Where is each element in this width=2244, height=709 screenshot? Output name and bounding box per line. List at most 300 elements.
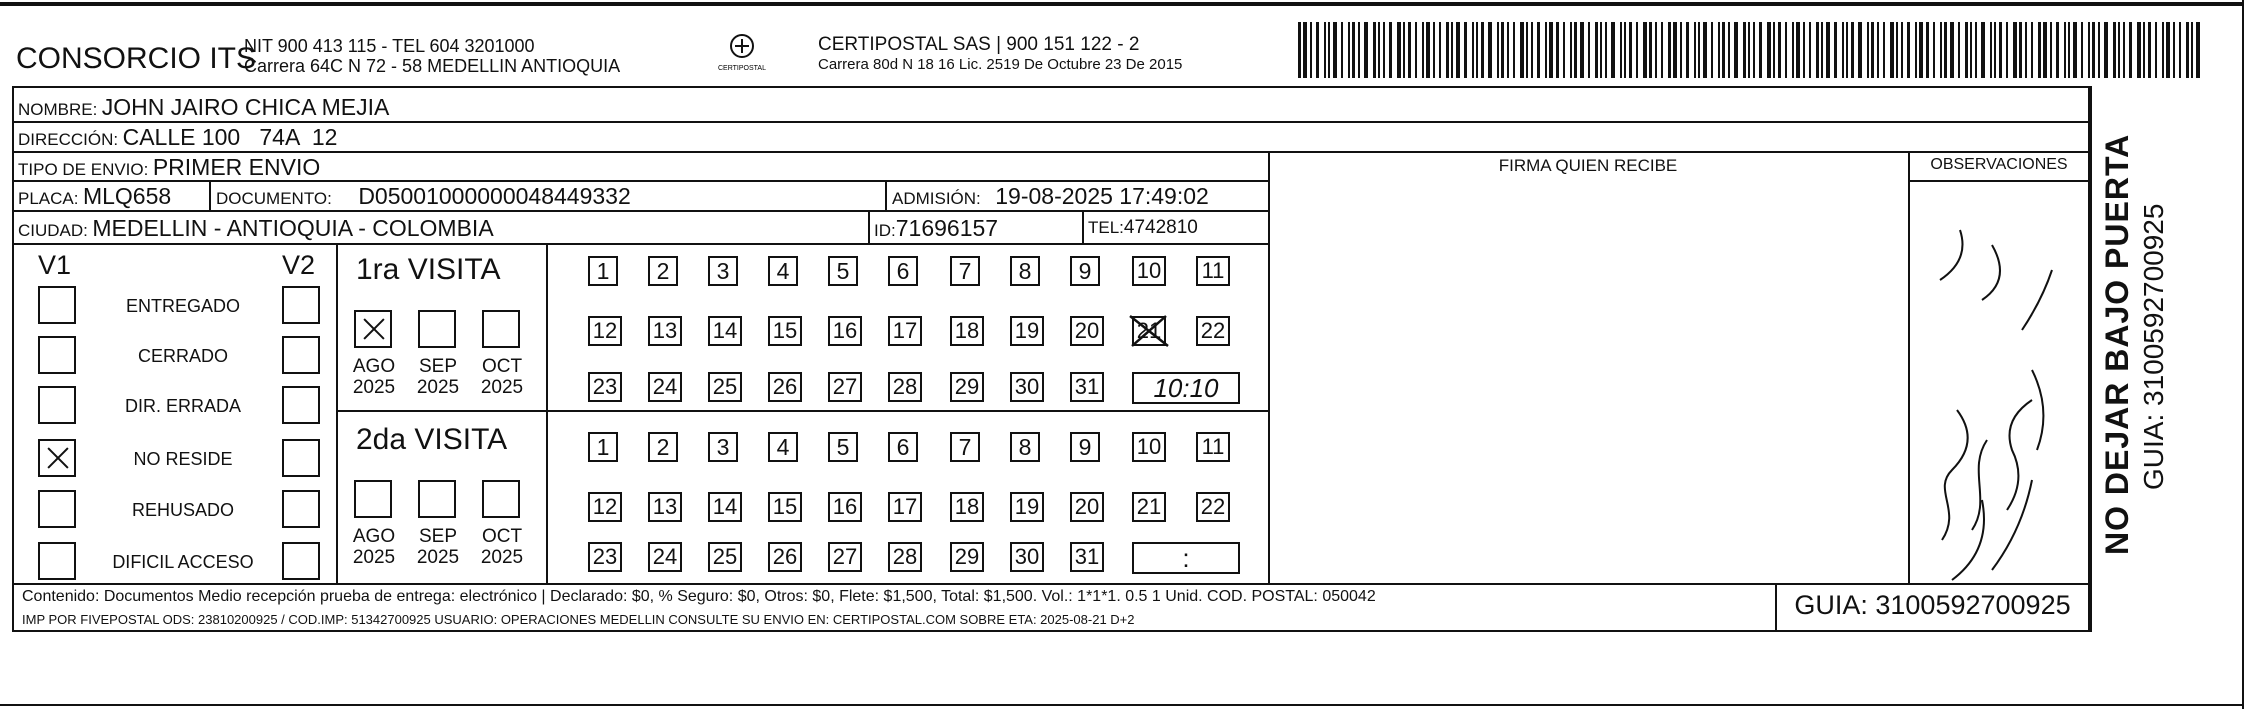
plate-label: PLACA: — [18, 189, 79, 208]
barcode-bar — [2013, 22, 2017, 78]
tel-row — [1088, 217, 1198, 239]
day-13-box[interactable]: 13 — [648, 492, 682, 522]
city-row — [18, 215, 494, 242]
day-26-box[interactable]: 26 — [768, 542, 802, 572]
barcode-bar — [1415, 22, 1417, 78]
day-15-box[interactable]: 15 — [768, 316, 802, 346]
barcode-bar — [1563, 22, 1565, 78]
barcode-bar — [1944, 22, 1947, 78]
bottom-border — [0, 704, 2244, 706]
day-2-box[interactable]: 2 — [648, 432, 678, 462]
plate: MLQ658 — [82, 183, 172, 209]
col-line — [868, 210, 870, 243]
row-line — [12, 121, 2090, 123]
barcode-bar — [1975, 22, 1977, 78]
barcode-bar — [1970, 22, 1972, 78]
month-year: 2025 — [416, 377, 460, 398]
barcode-bar — [1753, 22, 1755, 78]
barcode-bar — [1728, 22, 1730, 78]
month-label: OCT — [481, 356, 523, 377]
barcode-bar — [1673, 22, 1677, 78]
day-31-box[interactable]: 31 — [1070, 542, 1104, 572]
barcode-bar — [2104, 22, 2108, 78]
barcode-bar — [2166, 22, 2170, 78]
barcode-bar — [1883, 22, 1885, 78]
barcode-bar — [1871, 22, 1874, 78]
day-11-box[interactable]: 11 — [1196, 256, 1230, 286]
barcode-bar — [1661, 22, 1663, 78]
barcode-bar — [2148, 22, 2151, 78]
col-line — [1082, 210, 1084, 243]
barcode-bar — [1324, 22, 1326, 78]
day-10-box[interactable]: 10 — [1132, 256, 1166, 286]
barcode-bar — [1890, 22, 1894, 78]
barcode-bar — [1624, 22, 1626, 78]
barcode-bar — [1668, 22, 1671, 78]
svg-text:CERTIPOSTAL: CERTIPOSTAL — [718, 65, 766, 72]
row-line — [1268, 151, 2090, 153]
v1-label: V1 — [38, 250, 72, 280]
barcode-bar — [1919, 22, 1923, 78]
col-line — [885, 180, 887, 210]
barcode-bar — [2162, 22, 2164, 78]
barcode-bar — [1545, 22, 1547, 78]
day-17-box[interactable]: 17 — [888, 316, 922, 346]
barcode-bar — [1588, 22, 1590, 78]
barcode-bar — [1595, 22, 1598, 78]
barcode-bar — [1629, 22, 1632, 78]
v2-status-checkbox[interactable] — [282, 386, 320, 424]
barcode-bar — [2129, 22, 2132, 78]
barcode-bar — [1826, 22, 1830, 78]
barcode-bar — [2064, 22, 2066, 78]
day-30-box[interactable]: 30 — [1010, 372, 1044, 402]
barcode-bar — [1867, 22, 1869, 78]
barcode-bar — [1803, 22, 1805, 78]
month-label: OCT — [481, 526, 523, 547]
certipostal-logo — [710, 32, 774, 76]
col-line — [2090, 86, 2092, 632]
v1-status-checkbox[interactable] — [38, 439, 76, 477]
barcode-bar — [1907, 22, 1910, 78]
barcode-bar — [1655, 22, 1657, 78]
barcode-bar — [1476, 22, 1478, 78]
tel-value: 4742810 — [1123, 217, 1198, 238]
day-19-box[interactable]: 19 — [1010, 316, 1044, 346]
row-line — [1908, 180, 2090, 182]
barcode-bar — [1456, 22, 1460, 78]
company-address: Carrera 64C N 72 - 58 MEDELLIN ANTIOQUIA — [244, 56, 621, 76]
day-3-box[interactable]: 3 — [708, 432, 738, 462]
barcode-bar — [1328, 22, 1330, 78]
barcode-bar — [1520, 22, 1524, 78]
barcode-bar — [1574, 22, 1577, 78]
first-visit-title: 1ra VISITA — [356, 253, 501, 286]
barcode-bar — [2006, 22, 2008, 78]
barcode-bar — [2088, 22, 2090, 78]
side-guide: GUIA: 3100592700925 — [2138, 203, 2169, 490]
barcode-bar — [2143, 22, 2145, 78]
barcode-bar — [2056, 22, 2059, 78]
month-year: 2025 — [480, 547, 524, 568]
barcode-bar — [1408, 22, 1411, 78]
barcode-bar — [1341, 22, 1343, 78]
day-2-box[interactable]: 2 — [648, 256, 678, 286]
status-label: CERRADO — [137, 346, 228, 366]
day-8-box[interactable]: 8 — [1010, 432, 1040, 462]
day-6-box[interactable]: 6 — [888, 432, 918, 462]
barcode-bar — [1796, 22, 1800, 78]
barcode-bar — [1481, 22, 1484, 78]
month-checkbox[interactable] — [354, 480, 392, 518]
barcode-bar — [1901, 22, 1903, 78]
barcode-bar — [1373, 22, 1376, 78]
day-1-box[interactable]: 1 — [588, 256, 618, 286]
month-year: 2025 — [416, 547, 460, 568]
barcode-bar — [2031, 22, 2033, 78]
day-28-box[interactable]: 28 — [888, 372, 922, 402]
v2-status-checkbox[interactable] — [282, 542, 320, 580]
footer-contents: Contenido: Documentos Medio recepción prueba de entrega: electrónico | Declarado: $0, % Seguro: $0, Otros: $0, Flete: $1,500, Total: $1,500. Vol.: 1*1*1. 0.5 1 Unid. COD. POSTAL: 050042 — [22, 588, 1376, 605]
day-4-box[interactable]: 4 — [768, 432, 798, 462]
barcode-bar — [1556, 22, 1559, 78]
courier-address: Carrera 80d N 18 16 Lic. 2519 De Octubre 23 De 2015 — [818, 56, 1183, 73]
col-line — [209, 180, 211, 210]
barcode-bar — [1620, 22, 1622, 78]
day-24-box[interactable]: 24 — [648, 542, 682, 572]
name-label: NOMBRE: — [18, 100, 98, 119]
v1-status-checkbox[interactable] — [38, 386, 76, 424]
id-row — [874, 215, 998, 242]
day-20-box[interactable]: 20 — [1070, 316, 1104, 346]
second-visit-time[interactable]: : — [1132, 542, 1240, 574]
day-20-box[interactable]: 20 — [1070, 492, 1104, 522]
second-visit-title: 2da VISITA — [356, 423, 508, 456]
barcode-bar — [2073, 22, 2077, 78]
day-13-box[interactable]: 13 — [648, 316, 682, 346]
barcode-bar — [1316, 22, 1319, 78]
day-28-box[interactable]: 28 — [888, 542, 922, 572]
id-value: 71696157 — [895, 215, 999, 241]
month-year: 2025 — [352, 377, 396, 398]
barcode-bar — [1834, 22, 1837, 78]
barcode-bar — [2137, 22, 2141, 78]
barcode-bar — [1649, 22, 1652, 78]
day-7-box[interactable]: 7 — [950, 432, 980, 462]
city: MEDELLIN - ANTIOQUIA - COLOMBIA — [92, 215, 494, 241]
row-line — [336, 410, 1268, 412]
day-5-box[interactable]: 5 — [828, 256, 858, 286]
address-row — [18, 124, 337, 151]
plate-row — [18, 183, 171, 210]
col-line — [1908, 151, 1910, 583]
barcode-bar — [2118, 22, 2120, 78]
barcode-bar — [1348, 22, 1350, 78]
barcode-bar — [1497, 22, 1499, 78]
barcode-bar — [1999, 22, 2002, 78]
day-16-box[interactable]: 16 — [828, 316, 862, 346]
barcode — [1298, 22, 2204, 78]
document-row — [216, 183, 631, 210]
v1-status-checkbox[interactable] — [38, 336, 76, 374]
id-label: ID: — [874, 221, 896, 240]
address-label: DIRECCIÓN: — [18, 130, 119, 149]
barcode-bar — [1680, 22, 1682, 78]
day-31-box[interactable]: 31 — [1070, 372, 1104, 402]
day-27-box[interactable]: 27 — [828, 372, 862, 402]
barcode-bar — [1950, 22, 1954, 78]
barcode-bar — [1643, 22, 1647, 78]
day-17-box[interactable]: 17 — [888, 492, 922, 522]
document-label: DOCUMENTO: — [216, 189, 332, 208]
status-label: DIR. ERRADA — [124, 396, 241, 416]
barcode-bar — [1722, 22, 1725, 78]
day-7-box[interactable]: 7 — [950, 256, 980, 286]
month-checkbox[interactable] — [418, 480, 456, 518]
day-checked-mark — [1126, 312, 1172, 350]
status-label: ENTREGADO — [125, 296, 240, 316]
barcode-bar — [1711, 22, 1713, 78]
day-19-box[interactable]: 19 — [1010, 492, 1044, 522]
col-line — [1268, 151, 1270, 583]
barcode-bar — [1611, 22, 1615, 78]
day-6-box[interactable]: 6 — [888, 256, 918, 286]
barcode-bar — [1403, 22, 1405, 78]
barcode-bar — [1298, 22, 1301, 78]
barcode-bar — [1778, 22, 1781, 78]
barcode-bar — [1352, 22, 1355, 78]
observations-header: OBSERVACIONES — [1930, 156, 2068, 173]
day-14-box[interactable]: 14 — [708, 492, 742, 522]
day-23-box[interactable]: 23 — [588, 372, 622, 402]
barcode-bar — [1694, 22, 1696, 78]
recipient-name: JOHN JAIRO CHICA MEJIA — [101, 94, 390, 120]
day-26-box[interactable]: 26 — [768, 372, 802, 402]
barcode-bar — [1507, 22, 1509, 78]
barcode-bar — [2081, 22, 2083, 78]
barcode-bar — [2173, 22, 2175, 78]
day-21-box[interactable]: 21 — [1132, 316, 1166, 346]
row-line — [12, 583, 2090, 585]
barcode-bar — [1451, 22, 1453, 78]
barcode-bar — [1926, 22, 1929, 78]
day-29-box[interactable]: 29 — [950, 542, 984, 572]
barcode-bar — [1816, 22, 1819, 78]
day-21-box[interactable]: 21 — [1132, 492, 1166, 522]
barcode-bar — [1748, 22, 1750, 78]
document: D05001000000048449332 — [358, 183, 631, 209]
barcode-bar — [1383, 22, 1385, 78]
shipment-type: PRIMER ENVIO — [152, 154, 321, 180]
barcode-bar — [1472, 22, 1474, 78]
first-visit-time[interactable]: 10:10 — [1132, 372, 1240, 404]
barcode-bar — [1851, 22, 1854, 78]
barcode-bar — [1333, 22, 1337, 78]
barcode-bar — [1531, 22, 1533, 78]
col-line — [546, 243, 548, 583]
day-25-box[interactable]: 25 — [708, 542, 742, 572]
barcode-bar — [2068, 22, 2070, 78]
admission-label: ADMISIÓN: — [892, 189, 981, 208]
barcode-bar — [1858, 22, 1862, 78]
barcode-bar — [1580, 22, 1584, 78]
barcode-bar — [2155, 22, 2157, 78]
barcode-bar — [1718, 22, 1720, 78]
city-label: CIUDAD: — [18, 221, 88, 240]
status-label: REHUSADO — [131, 500, 234, 520]
day-10-box[interactable]: 10 — [1132, 432, 1166, 462]
status-label: DIFICIL ACCESO — [112, 552, 254, 572]
col-line — [336, 243, 338, 583]
row-line — [12, 210, 1268, 212]
barcode-bar — [1549, 22, 1553, 78]
day-15-box[interactable]: 15 — [768, 492, 802, 522]
day-18-box[interactable]: 18 — [950, 316, 984, 346]
day-18-box[interactable]: 18 — [950, 492, 984, 522]
barcode-bar — [2196, 22, 2200, 78]
month-label: SEP — [418, 356, 458, 377]
barcode-bar — [1703, 22, 1707, 78]
barcode-bar — [1785, 22, 1787, 78]
barcode-bar — [1397, 22, 1401, 78]
barcode-bar — [1915, 22, 1917, 78]
day-8-box[interactable]: 8 — [1010, 256, 1040, 286]
barcode-bar — [1389, 22, 1392, 78]
day-22-box[interactable]: 22 — [1196, 316, 1230, 346]
month-checkbox[interactable] — [482, 480, 520, 518]
barcode-bar — [1636, 22, 1638, 78]
barcode-bar — [1422, 22, 1424, 78]
barcode-bar — [1446, 22, 1449, 78]
month-checkbox[interactable] — [418, 310, 456, 348]
v1-status-checkbox[interactable] — [38, 490, 76, 528]
barcode-bar — [1773, 22, 1775, 78]
day-1-box[interactable]: 1 — [588, 432, 618, 462]
admission-row — [892, 183, 1209, 210]
day-25-box[interactable]: 25 — [708, 372, 742, 402]
company-nit: NIT 900 413 115 - TEL 604 3201000 — [244, 36, 535, 56]
barcode-bar — [1488, 22, 1492, 78]
barcode-bar — [2098, 22, 2100, 78]
barcode-bar — [1501, 22, 1504, 78]
barcode-bar — [2019, 22, 2022, 78]
barcode-bar — [2186, 22, 2189, 78]
barcode-bar — [1821, 22, 1823, 78]
month-year: 2025 — [352, 547, 396, 568]
shipment-type-label: TIPO DE ENVIO: — [18, 160, 149, 179]
barcode-bar — [1759, 22, 1762, 78]
day-14-box[interactable]: 14 — [708, 316, 742, 346]
v2-status-checkbox[interactable] — [282, 490, 320, 528]
company-name: CONSORCIO ITS — [16, 42, 257, 75]
day-11-box[interactable]: 11 — [1196, 432, 1230, 462]
barcode-bar — [2092, 22, 2095, 78]
barcode-bar — [1698, 22, 1700, 78]
barcode-bar — [2191, 22, 2193, 78]
barcode-bar — [1981, 22, 1985, 78]
barcode-bar — [2113, 22, 2116, 78]
barcode-bar — [1570, 22, 1572, 78]
courier-name: CERTIPOSTAL SAS | 900 151 122 - 2 — [818, 34, 1140, 55]
barcode-bar — [2050, 22, 2052, 78]
barcode-bar — [2043, 22, 2047, 78]
v2-status-checkbox[interactable] — [282, 336, 320, 374]
barcode-bar — [2038, 22, 2041, 78]
barcode-bar — [1513, 22, 1515, 78]
barcode-bar — [1364, 22, 1368, 78]
barcode-bar — [1734, 22, 1738, 78]
barcode-bar — [1433, 22, 1435, 78]
v2-status-checkbox[interactable] — [282, 286, 320, 324]
barcode-bar — [1792, 22, 1794, 78]
day-29-box[interactable]: 29 — [950, 372, 984, 402]
barcode-bar — [1605, 22, 1607, 78]
day-9-box[interactable]: 9 — [1070, 432, 1100, 462]
barcode-bar — [1378, 22, 1380, 78]
recipient-address: CALLE 100 74A 12 — [122, 124, 338, 150]
v2-label: V2 — [282, 250, 316, 280]
barcode-bar — [1767, 22, 1771, 78]
day-27-box[interactable]: 27 — [828, 542, 862, 572]
day-24-box[interactable]: 24 — [648, 372, 682, 402]
signature-header: FIRMA QUIEN RECIBE — [1498, 156, 1678, 175]
day-3-box[interactable]: 3 — [708, 256, 738, 286]
tel-label: TEL: — [1088, 218, 1124, 237]
barcode-bar — [1846, 22, 1848, 78]
month-checkbox[interactable] — [482, 310, 520, 348]
day-23-box[interactable]: 23 — [588, 542, 622, 572]
barcode-bar — [1965, 22, 1968, 78]
barcode-bar — [1686, 22, 1689, 78]
admission: 19-08-2025 17:49:02 — [995, 183, 1209, 209]
day-5-box[interactable]: 5 — [828, 432, 858, 462]
barcode-bar — [2025, 22, 2027, 78]
handwritten-observation — [1912, 210, 2086, 582]
day-9-box[interactable]: 9 — [1070, 256, 1100, 286]
barcode-bar — [2123, 22, 2125, 78]
barcode-bar — [1426, 22, 1430, 78]
shipment-type-row — [18, 154, 320, 181]
barcode-bar — [1439, 22, 1441, 78]
day-12-box[interactable]: 12 — [588, 316, 622, 346]
barcode-bar — [1743, 22, 1746, 78]
barcode-bar — [1896, 22, 1898, 78]
barcode-bar — [1464, 22, 1467, 78]
barcode-bar — [1809, 22, 1811, 78]
month-year: 2025 — [480, 377, 524, 398]
day-16-box[interactable]: 16 — [828, 492, 862, 522]
barcode-bar — [1933, 22, 1935, 78]
month-label: AGO — [352, 356, 396, 377]
barcode-bar — [1994, 22, 1996, 78]
barcode-bar — [2179, 22, 2181, 78]
day-30-box[interactable]: 30 — [1010, 542, 1044, 572]
side-notice: NO DEJAR BAJO PUERTA — [2099, 133, 2135, 555]
footer-guide: GUIA: 3100592700925 — [1794, 590, 2071, 620]
day-22-box[interactable]: 22 — [1196, 492, 1230, 522]
v2-status-checkbox[interactable] — [282, 439, 320, 477]
barcode-bar — [1537, 22, 1540, 78]
day-12-box[interactable]: 12 — [588, 492, 622, 522]
footer-print-info: IMP POR FIVEPOSTAL ODS: 23810200925 / COD.IMP: 51342700925 USUARIO: OPERACIONES MEDELLIN CONSULTE SU ENVIO EN: CERTIPOSTAL.COM SOBRE ETA: 2025-08-21 D+2 — [22, 612, 1135, 627]
barcode-bar — [1303, 22, 1307, 78]
v1-status-checkbox[interactable] — [38, 542, 76, 580]
month-checkbox[interactable] — [354, 310, 392, 348]
barcode-bar — [1842, 22, 1844, 78]
day-4-box[interactable]: 4 — [768, 256, 798, 286]
barcode-bar — [1600, 22, 1602, 78]
v1-status-checkbox[interactable] — [38, 286, 76, 324]
